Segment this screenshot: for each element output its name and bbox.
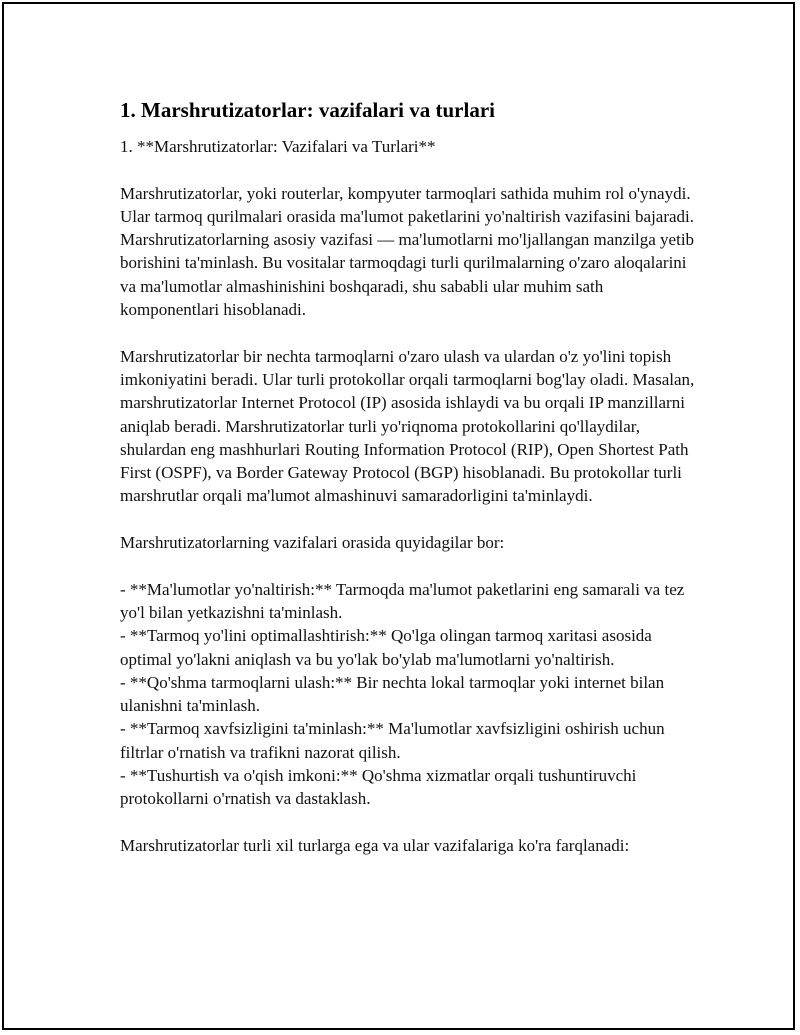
paragraph-protocols: Marshrutizatorlar bir nechta tarmoqlarni o'zaro ulash va ulardan o'z yo'lini topish imkoniyatini beradi. Ular turli protokollar orqali tarmoqlarni bog'lay oladi. Masalan, marshrutizatorlar Internet Protocol (IP) asosida ishlaydi va bu orqali IP manzillarni aniqlab beradi. Marshrutizatorlar turli yo'riqnoma protokollarini qo'llaydilar, shulardan eng mashhurlari Routing Information Protocol (RIP), Open Shortest Path First (OSPF), va Border Gateway Protocol (BGP) hisoblanadi. Bu protokollar turli marshrutlar orqali ma'lumot almashinuvi samaradorligini ta'minlaydi. [120, 346, 695, 506]
list-item: - **Tarmoq xavfsizligini ta'minlash:** Ma'lumotlar xavfsizligini oshirish uchun filtrlar o'rnatish va trafikni nazorat qilish. [120, 719, 665, 762]
document-page [2, 2, 795, 1030]
list-item: - **Qo'shma tarmoqlarni ulash:** Bir nechta lokal tarmoqlar yoki internet bilan ulanishni ta'minlash. [120, 672, 665, 716]
list-item: - **Tushurtish va o'qish imkoni:** Qo'shma xizmatlar orqali tushuntiruvchi protokollarni o'rnatish va dastaklash. [120, 766, 637, 809]
functions-list [120, 578, 700, 811]
paragraph-functions-intro: Marshrutizatorlarning vazifalari orasida quyidagilar bor: [120, 533, 505, 553]
section-heading: 1. Marshrutizatorlar: vazifalari va turlari [120, 98, 495, 122]
list-item: - **Ma'lumotlar yo'naltirish:** Tarmoqda ma'lumot paketlarini eng samarali va tez yo'l bilan yetkazishni ta'minlash. [120, 579, 685, 622]
document-content [120, 97, 700, 881]
list-item: - **Tarmoq yo'lini optimallashtirish:** Qo'lga olingan tarmoq xaritasi asosida optimal yo'lakni aniqlash va bu yo'lak bo'ylab ma'lumotlarni yo'naltirish. [120, 626, 652, 669]
paragraph-intro: Marshrutizatorlar, yoki routerlar, kompyuter tarmoqlari sathida muhim rol o'ynaydi. Ular tarmoq qurilmalari orasida ma'lumot paketlarini yo'naltirish vazifasini bajaradi. Marshrutizatorlarning asosiy vazifasi — ma'lumotlarni mo'ljallangan manzilga yetib borishini ta'minlash. Bu vositalar tarmoqdagi turli qurilmalarning o'zaro aloqalarini va ma'lumotlar almashinishini boshqaradi, shu sababli ular muhim sath komponentlari hisoblanadi. [120, 183, 695, 320]
paragraph-types-intro: Marshrutizatorlar turli xil turlarga ega va ular vazifalariga ko'ra farqlanadi: [120, 835, 630, 855]
section-subheading: 1. **Marshrutizatorlar: Vazifalari va Turlari** [120, 137, 436, 156]
